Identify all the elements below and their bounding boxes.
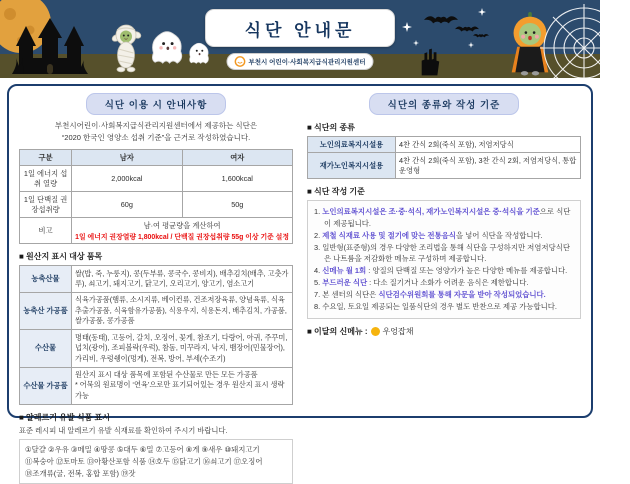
allergy-line-1: ①달걀 ②우유 ③메밀 ④땅콩 ⑤대두 ⑥밀 ⑦고등어 ⑧게 ⑨새우 ⑩돼지고기 <box>25 444 260 454</box>
bat-icon <box>424 13 458 28</box>
nutrition-header-row <box>20 150 293 166</box>
zombie-hand-icon <box>418 47 442 76</box>
nutrition-header-female: 여자 <box>182 150 292 166</box>
table-row <box>20 367 293 404</box>
criteria-pre: 본 센터의 식단은 <box>322 289 379 299</box>
origin-row-line1: 식육가공품(햄류, 소시지류, 베이컨류, 건조저장육류, 양념육류, 식육추출가공품, 식육함유가공품), 식용우지, 식용돈지, 배추김치, 가공품, 쌀가공품, 콩가공품 <box>75 295 287 326</box>
types-row-label: 노인의료복지시설용 <box>308 137 396 153</box>
criteria-num: 1. <box>314 207 321 216</box>
new-menu-line <box>307 326 581 337</box>
mummy-character-icon <box>108 22 144 72</box>
origin-row-text <box>72 330 293 367</box>
criteria-num: 5. <box>314 278 321 288</box>
origin-row-line1: 명태(동태), 고등어, 갈치, 오징어, 꽃게, 참조기, 다랑어, 아귀, 주꾸미, 넙치(광어), 조피볼락(우럭), 참돔, 미꾸라지, 낙지, 뱀장어(민물장어), 가리비, 우렁쉥이(멍게), 전복, 방어, 부세(수조기) <box>75 332 288 363</box>
types-heading: ■ 식단의 종류 <box>307 123 355 132</box>
spider-web-icon <box>538 2 630 94</box>
right-column <box>307 93 581 409</box>
table-row <box>20 192 293 218</box>
criteria-item <box>314 277 574 289</box>
nutrition-row-female: 50g <box>182 192 292 218</box>
table-row <box>308 153 581 179</box>
types-table <box>307 136 581 179</box>
sparkle-icon <box>413 40 419 46</box>
types-row-text: 4찬 간식 2회(죽식 포함), 저염저당식 <box>396 137 581 153</box>
table-row <box>20 166 293 192</box>
criteria-item <box>314 230 574 242</box>
table-row <box>20 292 293 329</box>
types-row-text: 4찬 간식 2회(죽식 포함), 3찬 간식 2회, 저염저당식, 통합운영형 <box>396 153 581 179</box>
criteria-pre: 일반형(표준형)의 경우 다양한 조리법을 통해 식단을 구성하지만 저염저당식단은 나트륨을 저감화한 메뉴로 구성하며 제공합니다. <box>322 242 570 264</box>
new-menu-label: ■ 이달의 신메뉴 : <box>307 326 368 336</box>
origin-row-label: 농축산물 <box>20 266 72 293</box>
new-menu-value: 우엉잡채 <box>382 326 414 336</box>
allergy-list-box <box>19 439 293 484</box>
allergy-heading: ■ 알레르기 유발 식품 표시 <box>19 412 111 422</box>
nutrition-table <box>19 149 293 244</box>
criteria-highlight: 신메뉴 월 1회 <box>322 266 367 276</box>
right-section-title: 식단의 종류와 작성 기준 <box>369 93 520 115</box>
content-frame <box>7 84 593 478</box>
nutrition-header-category: 구분 <box>20 150 72 166</box>
criteria-num: 7. <box>314 289 321 299</box>
sparkle-icon <box>478 8 486 16</box>
table-row <box>20 218 293 244</box>
intro-line-1: 부천시어린이·사회복지급식관리지원센터에서 제공하는 식단은 <box>54 121 258 130</box>
nutrition-row-label: 1일 에너지 섭취 열량 <box>20 166 72 192</box>
origin-row-text <box>72 367 293 404</box>
allergy-line-2: ⑪복숭아 ⑫토마토 ⑬아황산포함 식품 ⑭호두 ⑮닭고기 ⑯쇠고기 ⑰오징어 <box>25 456 263 466</box>
criteria-post: 으로 식단이 제공됩니다. <box>324 207 571 228</box>
left-column <box>19 93 293 478</box>
table-row <box>308 137 581 153</box>
nutrition-header-male: 남자 <box>72 150 182 166</box>
criteria-post: : 양질의 단백질 또는 영양가가 높은 다양한 메뉴를 제공합니다. <box>366 266 568 276</box>
criteria-num: 8. <box>314 301 321 311</box>
criteria-box <box>307 200 581 319</box>
origin-row-label: 수산물 <box>20 330 72 367</box>
nutrition-row-label: 1일 단백질 권장섭취량 <box>20 192 72 218</box>
document-title-box <box>205 9 395 47</box>
origin-heading: ■ 원산지 표시 대상 품목 <box>19 252 103 261</box>
intro-text <box>19 120 293 144</box>
nutrition-note-cell <box>72 218 293 244</box>
center-logo-text: 부천시 어린이·사회복지급식관리지원센터 <box>248 59 366 66</box>
table-row <box>20 266 293 293</box>
document-title: 식단 안내문 <box>244 20 356 40</box>
criteria-item <box>314 289 574 301</box>
criteria-item <box>314 242 574 266</box>
criteria-num: 2. <box>314 230 321 240</box>
origin-row-line2: * 어묵의 원료명이 ‘연육’으로만 표기되어있는 경우 원산지 표시 생략 가능 <box>75 380 285 400</box>
criteria-highlight: 부드러운 식단 <box>322 278 368 288</box>
center-logo-icon <box>235 56 246 67</box>
new-badge-icon <box>371 327 380 336</box>
criteria-heading: ■ 식단 작성 기준 <box>307 187 365 196</box>
criteria-item <box>314 265 574 277</box>
intro-line-2: “2020 한국인 영양소 섭취 기준”을 근거로 작성하였습니다. <box>61 133 251 142</box>
origin-table <box>19 265 293 405</box>
criteria-highlight: 식단검수위원회를 통해 자문을 받아 작성되었습니다. <box>378 289 546 299</box>
allergy-note: 표준 레시피 내 알레르기 유발 식재료를 확인하여 주시기 바랍니다. <box>19 425 228 435</box>
types-row-label: 재가노인복지시설용 <box>308 153 396 179</box>
nutrition-row-male: 2,000kcal <box>72 166 182 192</box>
criteria-item <box>314 301 574 313</box>
nutrition-note-label: 비고 <box>20 218 72 244</box>
allergy-line-3: ⑱조개류(굴, 전복, 홍합 포함) ⑲잣 <box>25 468 136 478</box>
origin-row-text <box>72 292 293 329</box>
castle-icon <box>12 16 88 74</box>
criteria-highlight: 노인의료복지시설은 조·중·석식, 재가노인복지시설은 중·석식을 기준 <box>322 207 540 216</box>
criteria-post: 을 넣어 식단을 작성합니다. <box>455 230 543 240</box>
left-section-title: 식단 이용 시 안내사항 <box>86 93 227 115</box>
table-row <box>20 330 293 367</box>
nutrition-row-female: 1,600kcal <box>182 166 292 192</box>
bat-icon <box>473 32 489 40</box>
sparkle-icon <box>468 42 474 48</box>
criteria-post: : 다소 질기거나 소화가 어려운 음식은 제한합니다. <box>367 278 529 288</box>
nutrition-note-black: 남·여 평균량을 계산하여 <box>143 220 221 230</box>
banner <box>0 0 600 78</box>
ghost-icon <box>150 28 184 66</box>
criteria-num: 3. <box>314 242 321 252</box>
center-logo <box>227 53 374 70</box>
criteria-item <box>314 206 574 230</box>
criteria-pre: 수요일, 토요일 제공되는 일품식단의 경우 별도 반찬으로 제공 가능합니다. <box>322 301 557 311</box>
sparkle-icon <box>402 22 412 32</box>
criteria-num: 4. <box>314 266 321 276</box>
nutrition-row-male: 60g <box>72 192 182 218</box>
origin-row-line1: 쌀(밥, 죽, 누룽지), 콩(두부류, 콩국수, 콩비지), 배추김치(배추, 고춧가루), 쇠고기, 돼지고기, 닭고기, 오리고기, 양고기, 염소고기 <box>75 268 289 288</box>
origin-row-label: 농축산 가공품 <box>20 292 72 329</box>
origin-row-line1: 원산지 표시 대상 품목에 포함된 수산물로 만든 모든 가공품 <box>75 370 258 379</box>
origin-row-text <box>72 266 293 293</box>
nutrition-note-red: 1일 에너지 권장열량 1,800kcal / 단백질 권장섭취량 55g 이상 기준 설정 <box>75 233 289 241</box>
origin-row-label: 수산물 가공품 <box>20 367 72 404</box>
criteria-highlight: 제철 식재료 사용 및 절기에 맞는 전통음식 <box>322 230 456 240</box>
